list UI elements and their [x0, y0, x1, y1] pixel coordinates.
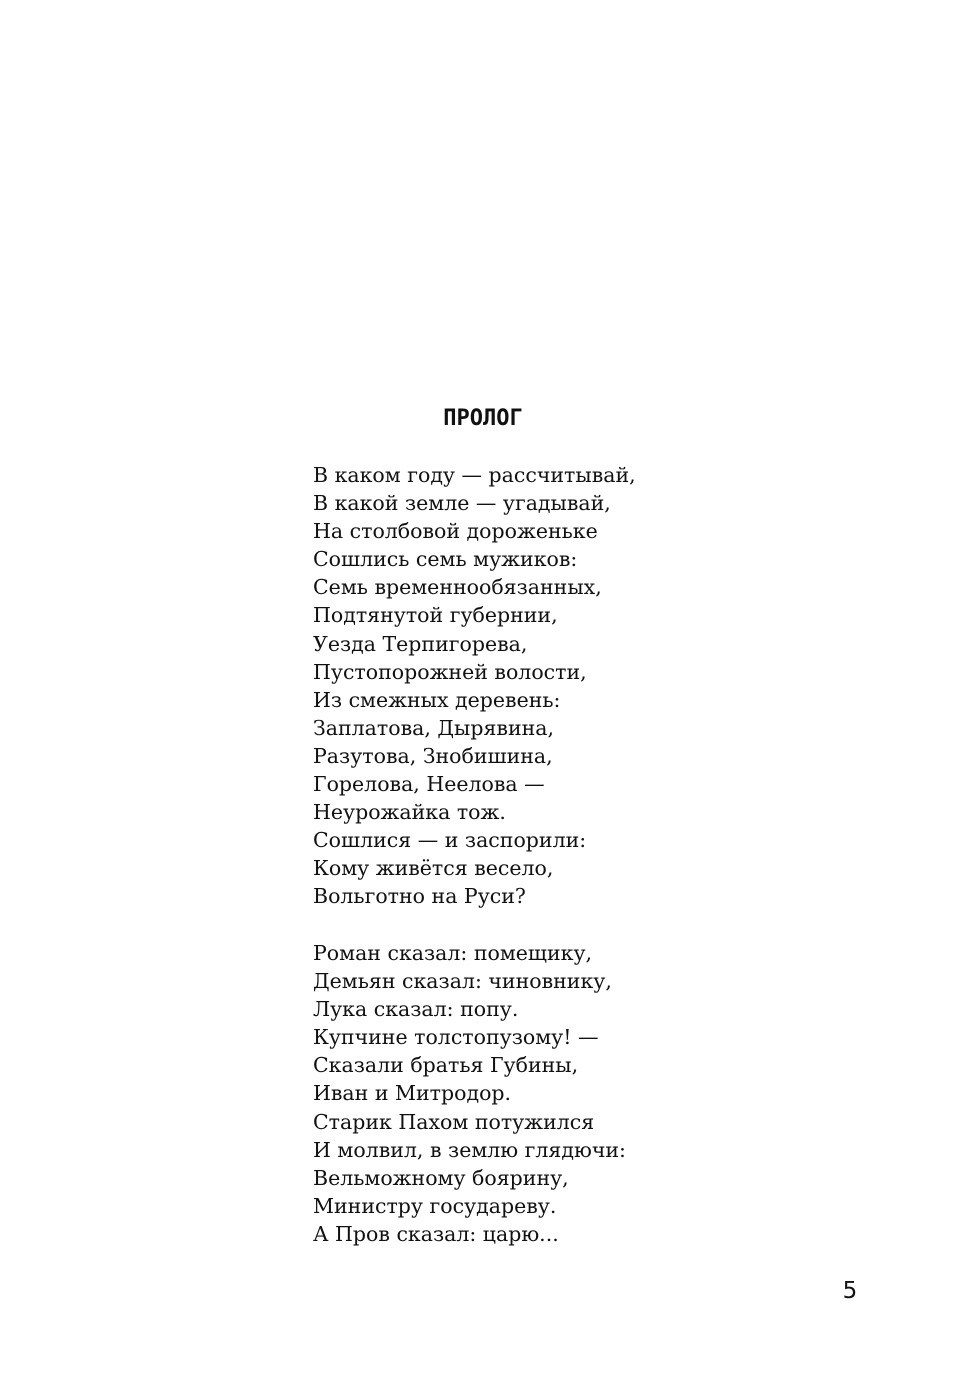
verse-line: Демьян сказал: чиновнику,: [313, 969, 612, 994]
verse-line: Вельможному боярину,: [313, 1165, 569, 1190]
verse-line: Сошлися — и заспорили:: [313, 828, 587, 853]
chapter-title: ПРОЛОГ: [443, 406, 523, 431]
verse-line: Старик Пахом потужился: [313, 1109, 595, 1134]
verse-line: Семь временнообязанных,: [313, 575, 602, 600]
verse-line: Купчине толстопузому! —: [313, 1025, 599, 1050]
verse-line: И молвил, в землю глядючи:: [313, 1137, 626, 1162]
verse-line: Иван и Митродор.: [313, 1081, 512, 1106]
verse-line: Горелова, Неелова —: [313, 772, 545, 797]
verse-line: Из смежных деревень:: [313, 687, 561, 712]
verse-line: Пустопорожней волости,: [313, 659, 587, 684]
verse-line: В какой земле — угадывай,: [313, 491, 611, 516]
verse-line: А Пров сказал: царю...: [313, 1221, 559, 1246]
verse-line: Министру государеву.: [313, 1193, 557, 1218]
verse-line: Разутова, Знобишина,: [313, 743, 553, 768]
verse-line: Роман сказал: помещику,: [313, 941, 593, 965]
verse-line: На столбовой дороженьке: [313, 519, 598, 544]
page-number: 5: [842, 1278, 858, 1304]
verse-line: Сошлись семь мужиков:: [313, 547, 578, 572]
verse-line: Подтянутой губернии,: [313, 603, 558, 628]
stanza-1: [313, 461, 636, 911]
verse-line: Вольготно на Руси?: [313, 884, 526, 909]
verse-line: Кому живётся весело,: [313, 856, 554, 881]
verse-line: Неурожайка тож.: [313, 800, 506, 825]
verse-line: В каком году — рассчитывай,: [313, 463, 636, 487]
stanza-2: [313, 939, 626, 1248]
verse-line: Лука сказал: попу.: [313, 997, 519, 1022]
verse-line: Уезда Терпигорева,: [313, 631, 528, 656]
verse-line: Сказали братья Губины,: [313, 1053, 579, 1078]
verse-line: Заплатова, Дырявина,: [313, 715, 555, 740]
